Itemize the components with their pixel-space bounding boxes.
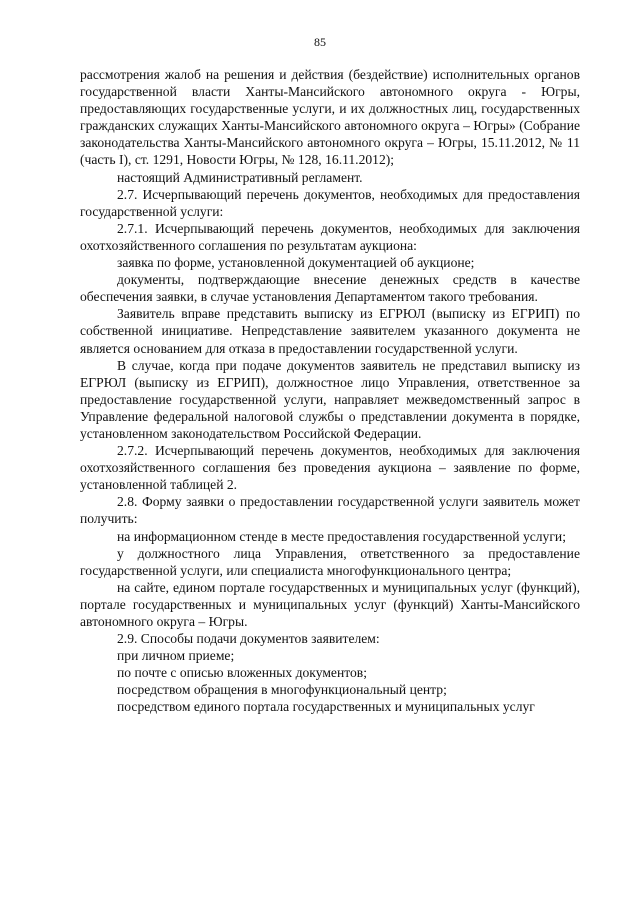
paragraph: Заявитель вправе представить выписку из ЕГРЮЛ (выписку из ЕГРИП) по собственной инициативе. Непредставление заявителем указанного документа не является основанием для отказа в предоставлении государственной услуги. <box>80 306 580 356</box>
paragraph: заявка по форме, установленной документацией об аукционе; <box>117 255 475 271</box>
paragraph: 2.7.2. Исчерпывающий перечень документов, необходимых для заключения охотхозяйственного соглашения без проведения аукциона – заявление по форме, установленной таблицей 2. <box>80 443 580 493</box>
paragraph: у должностного лица Управления, ответственного за предоставление государственной услуги, или специалиста многофункционального центра; <box>80 545 580 578</box>
paragraph: на сайте, едином портале государственных и муниципальных услуг (функций), портале государственных и муниципальных услуг (функций) Ханты-Мансийского автономного округа – Югры. <box>80 579 580 629</box>
paragraph: настоящий Административный регламент. <box>117 169 363 185</box>
paragraph: 2.7. Исчерпывающий перечень документов, необходимых для предоставления государственной услуги: <box>80 186 580 219</box>
paragraph: 2.9. Способы подачи документов заявителем: <box>117 631 380 647</box>
paragraph: посредством единого портала государственных и муниципальных услуг <box>117 699 535 715</box>
paragraph: на информационном стенде в месте предоставления государственной услуги; <box>117 528 566 544</box>
paragraph: 2.8. Форму заявки о предоставлении государственной услуги заявитель может получить: <box>80 494 580 527</box>
body-text <box>80 66 580 716</box>
paragraph: рассмотрения жалоб на решения и действия (бездействие) исполнительных органов государственной власти Ханты-Мансийского автономного округа - Югры, предоставляющих государственные услуги, и их должностных лиц, государственных гражданских служащих Ханты-Мансийского автономного округа – Югры» (Собрание законодательства Ханты-Мансийского автономного округа – Югры, 15.11.2012, № 11 (часть I), ст. 1291, Новости Югры, № 128, 16.11.2012); <box>80 67 580 168</box>
paragraph: документы, подтверждающие внесение денежных средств в качестве обеспечения заявки, в случае установления Департаментом такого требования. <box>80 272 580 305</box>
paragraph: В случае, когда при подаче документов заявитель не представил выписку из ЕГРЮЛ (выписку из ЕГРИП), должностное лицо Управления, ответственное за предоставление государственной услуги, направляет межведомственный запрос в Управление федеральной налоговой службы о представлении документа в порядке, установленном законодательством Российской Федерации. <box>80 357 580 441</box>
paragraph: при личном приеме; <box>117 648 235 664</box>
paragraph: по почте с описью вложенных документов; <box>117 665 367 681</box>
paragraph: посредством обращения в многофункциональный центр; <box>117 682 447 698</box>
paragraph: 2.7.1. Исчерпывающий перечень документов, необходимых для заключения охотхозяйственного соглашения по результатам аукциона: <box>80 220 580 253</box>
page-number: 85 <box>314 35 326 49</box>
